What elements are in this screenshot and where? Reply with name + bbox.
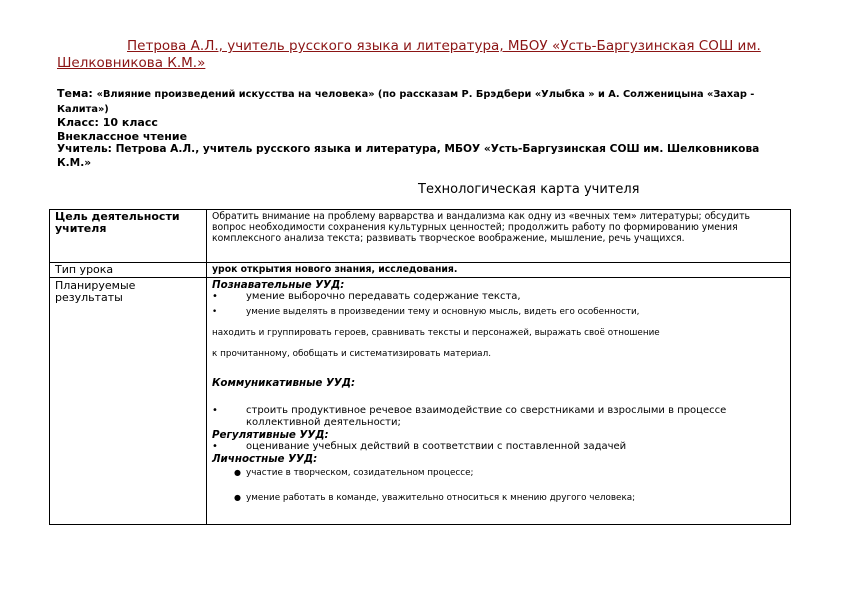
- communicative-item: [212, 405, 785, 429]
- bullet-icon: •: [212, 405, 218, 416]
- personal-heading: Личностные УУД:: [212, 453, 318, 465]
- teacher-line: Учитель: Петрова А.Л., учитель русского языка и литература, МБОУ «Усть-Баргузинская СОШ им. Шелковникова К.М.»: [57, 143, 760, 169]
- author-header-text: Петрова А.Л., учитель русского языка и литература, МБОУ «Усть-Баргузинская СОШ им. Шелковникова К.М.»: [57, 38, 761, 71]
- goal-label: Цель деятельности учителя: [50, 210, 207, 263]
- personal-item: [212, 467, 785, 479]
- bullet-icon: •: [212, 441, 218, 452]
- author-header: [57, 38, 797, 72]
- card-title: Технологическая карта учителя: [418, 182, 640, 197]
- lesson-meta: [57, 87, 787, 170]
- personal-item-text: умение работать в команде, уважительно относиться к мнению другого человека;: [246, 493, 636, 503]
- topic-line: [57, 87, 787, 116]
- goal-text: Обратить внимание на проблему варварства и вандализма как одну из «вечных тем» литературы; обсудить вопрос необходимости сохранения культурных ценностей; продолжить работу по формированию умения комплексного анализа текста; развивать творческое воображение, мышление, речь учащихся.: [207, 210, 791, 263]
- cognitive-continuation: к прочитанному, обобщать и систематизировать материал.: [212, 349, 491, 359]
- cognitive-item-text: умение выделять в произведении тему и основную мысль, видеть его особенности,: [246, 307, 640, 317]
- tech-card-table: [49, 209, 791, 525]
- cognitive-item: [212, 291, 785, 303]
- results-label: Планируемые результаты: [50, 278, 207, 525]
- topic-text: «Влияние произведений искусства на человека» (по рассказам Р. Брэдбери «Улыбка » и А. Солженицына «Захар - Калита»): [57, 89, 755, 115]
- goal-row: [50, 210, 791, 263]
- regulative-heading: Регулятивные УУД:: [212, 429, 329, 441]
- bullet-icon: •: [212, 307, 218, 317]
- regulative-item-text: оценивание учебных действий в соответствии с поставленной задачей: [246, 441, 627, 452]
- cognitive-heading: Познавательные УУД:: [212, 279, 345, 291]
- type-row: [50, 263, 791, 278]
- bullet-icon: •: [212, 291, 218, 302]
- type-label: Тип урока: [50, 263, 207, 278]
- communicative-heading: Коммуникативные УУД:: [212, 377, 356, 389]
- results-row: [50, 278, 791, 525]
- cognitive-continuation: находить и группировать героев, сравнивать тексты и персонажей, выражать своё отношение: [212, 328, 660, 338]
- topic-label: Тема:: [57, 87, 97, 100]
- personal-item: [212, 492, 785, 504]
- bullet-dot-icon: ●: [234, 493, 241, 502]
- results-content: [207, 278, 791, 525]
- grade-line: Класс: 10 класс: [57, 116, 158, 129]
- type-value: урок открытия нового знания, исследования.: [207, 263, 791, 278]
- personal-item-text: участие в творческом, созидательном процессе;: [246, 468, 474, 478]
- regulative-item: [212, 441, 785, 453]
- lesson-kind-line: Внеклассное чтение: [57, 129, 188, 143]
- cognitive-item: [212, 306, 785, 318]
- cognitive-item-text: умение выборочно передавать содержание текста,: [246, 291, 521, 302]
- bullet-dot-icon: ●: [234, 468, 241, 477]
- communicative-item-text: строить продуктивное речевое взаимодействие со сверстниками и взрослыми в процессе коллективной деятельности;: [246, 405, 727, 428]
